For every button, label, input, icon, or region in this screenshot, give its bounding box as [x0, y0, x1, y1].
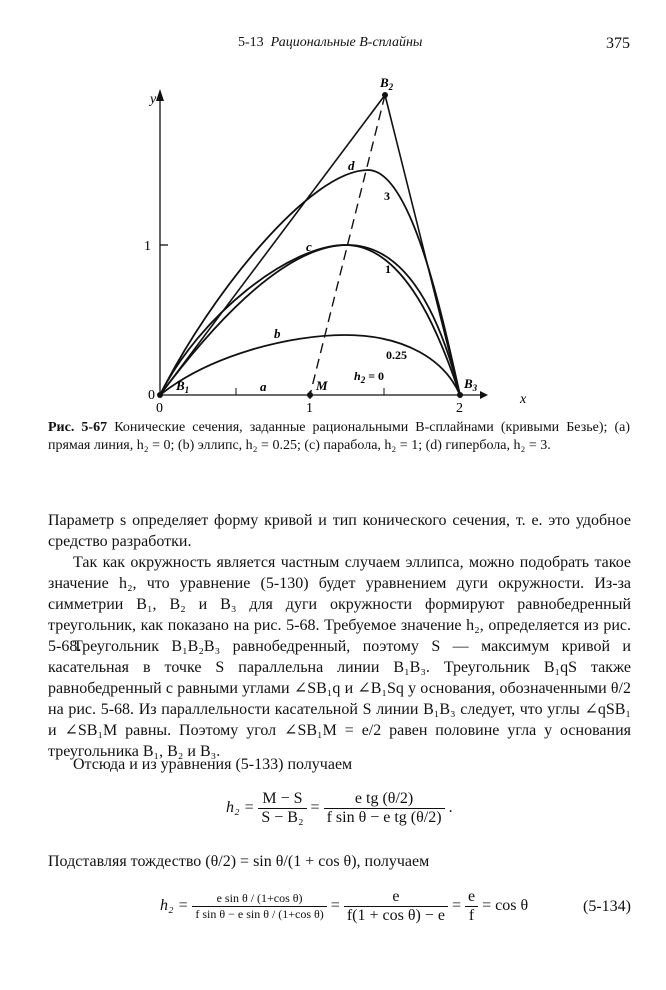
x-axis-arrow-icon — [480, 391, 488, 399]
page-header — [0, 35, 666, 55]
curve-ellipse — [160, 335, 460, 395]
eq2-num1: e sin θ / (1+cos θ) — [216, 891, 303, 905]
label-b1: $B_1$ — [176, 378, 190, 395]
paragraph-4: Отсюда и из уравнения (5-133) получаем — [73, 756, 353, 773]
y-axis-arrow-icon — [156, 89, 164, 101]
section-title: Рациональные B-сплайны — [270, 35, 423, 50]
curve-hyperbola-d — [160, 170, 460, 395]
eq2-lhs: h₂ = — [160, 897, 189, 915]
eq2-equals-2: = — [451, 897, 461, 915]
conic-sections-figure — [140, 75, 560, 415]
eq1-frac1 — [258, 790, 306, 827]
label-c: c — [306, 239, 312, 254]
eq1-den1: S − B₂ — [258, 808, 306, 827]
label-m: M — [316, 378, 328, 393]
section-number: 5-13 — [238, 35, 264, 50]
eq2-rhs: = cos θ — [482, 897, 529, 915]
eq2-den2: f(1 + cos θ) − e — [344, 906, 448, 925]
y-tick-label: 1 — [144, 239, 151, 254]
equation-5-134 — [160, 888, 528, 925]
eq2-frac1 — [192, 891, 326, 922]
label-b2: $B_2$ — [380, 75, 394, 92]
equation-number: (5-134) — [583, 898, 631, 915]
eq1-lhs: h₂ = — [226, 799, 255, 817]
eq2-num3: e — [467, 888, 476, 905]
label-b3: $B_3$ — [464, 376, 478, 393]
eq1-frac2 — [324, 790, 445, 827]
label-a: a — [260, 379, 267, 394]
eq2-equals-1: = — [330, 897, 340, 915]
weight-label-b: 0.25 — [386, 348, 407, 362]
eq2-num2: e — [392, 888, 400, 905]
equation-h2-ratio — [226, 790, 453, 827]
curve-hyperbola — [160, 245, 460, 395]
eq1-end: . — [448, 799, 453, 817]
weight-label-c: 1 — [385, 262, 391, 276]
eq1-num2: e tg (θ/2) — [354, 790, 414, 807]
figure-caption — [48, 419, 630, 455]
eq2-den3: f — [465, 906, 478, 925]
x-tick-label-2: 2 — [456, 401, 463, 415]
axis-y-label: y — [150, 92, 157, 107]
eq1-num1: M − S — [262, 790, 303, 807]
point-b1 — [157, 392, 163, 398]
label-d: d — [348, 158, 355, 173]
caption-text: Конические сечения, заданные рациональными B-сплайнами (кривыми Безье); (a) прямая линия, h₂ = 0; (b) эллипс, h₂ = 0.25; (c) парабола, h₂ = 1; (d) гипербола, h₂ = 3. — [48, 420, 631, 453]
eq1-equals: = — [310, 799, 320, 817]
x-tick-label-1: 1 — [306, 401, 313, 415]
point-m — [307, 392, 313, 398]
point-b2 — [382, 92, 388, 98]
label-b: b — [274, 326, 281, 341]
weight-label-d: 3 — [384, 189, 390, 203]
point-b3 — [457, 392, 463, 398]
paragraph-3: Треугольник B₁B₂B₃ равнобедренный, поэтому S — максимум кривой и касательная в точке S параллельна линии B₁B₃. Треугольник B₁qS также равнобедренный с равными углами ∠SB₁q и ∠B₁Sq у основания, обозначенными θ/2 на рис. 5-68. Из параллельности касательной S линии B₁B₃ следует, что углы ∠qSB₁ и ∠SB₁M равны. Поэтому угол ∠SB₁M = e/2 равен половине угла у основания треугольника B₁, B₂ и B₃. — [48, 638, 631, 760]
paragraph-5: Подставляя тождество (θ/2) = sin θ/(1 + cos θ), получаем — [48, 853, 430, 870]
paragraph-2: Так как окружность является частным случаем эллипса, можно подобрать такое значение h₂, что уравнение (5-130) будет уравнением дуги окружности. Из-за симметрии B₁, B₂ и B₃ для дуги окружности формируют равнобедренный треугольник, как показано на рис. 5-68. Требуемое значение h₂, определяется из рис. 5-68. — [48, 554, 631, 655]
eq1-den2: f sin θ − e tg (θ/2) — [324, 808, 445, 827]
weight-label-a: $h_2 = 0$ — [354, 369, 385, 385]
eq2-den1: f sin θ − e sin θ / (1+cos θ) — [192, 906, 326, 922]
eq2-frac2 — [344, 888, 448, 925]
page-number: 375 — [606, 35, 630, 52]
origin-label: 0 — [148, 388, 155, 403]
axis-x-label: x — [520, 392, 527, 407]
caption-label: Рис. 5-67 — [48, 420, 108, 435]
x-tick-label-0: 0 — [156, 401, 163, 415]
curve-parabola — [160, 245, 460, 395]
running-head — [238, 35, 422, 51]
eq2-frac3 — [465, 888, 478, 925]
paragraph-1: Параметр s определяет форму кривой и тип конического сечения, т. е. это удобное средство разработки. — [48, 512, 631, 550]
